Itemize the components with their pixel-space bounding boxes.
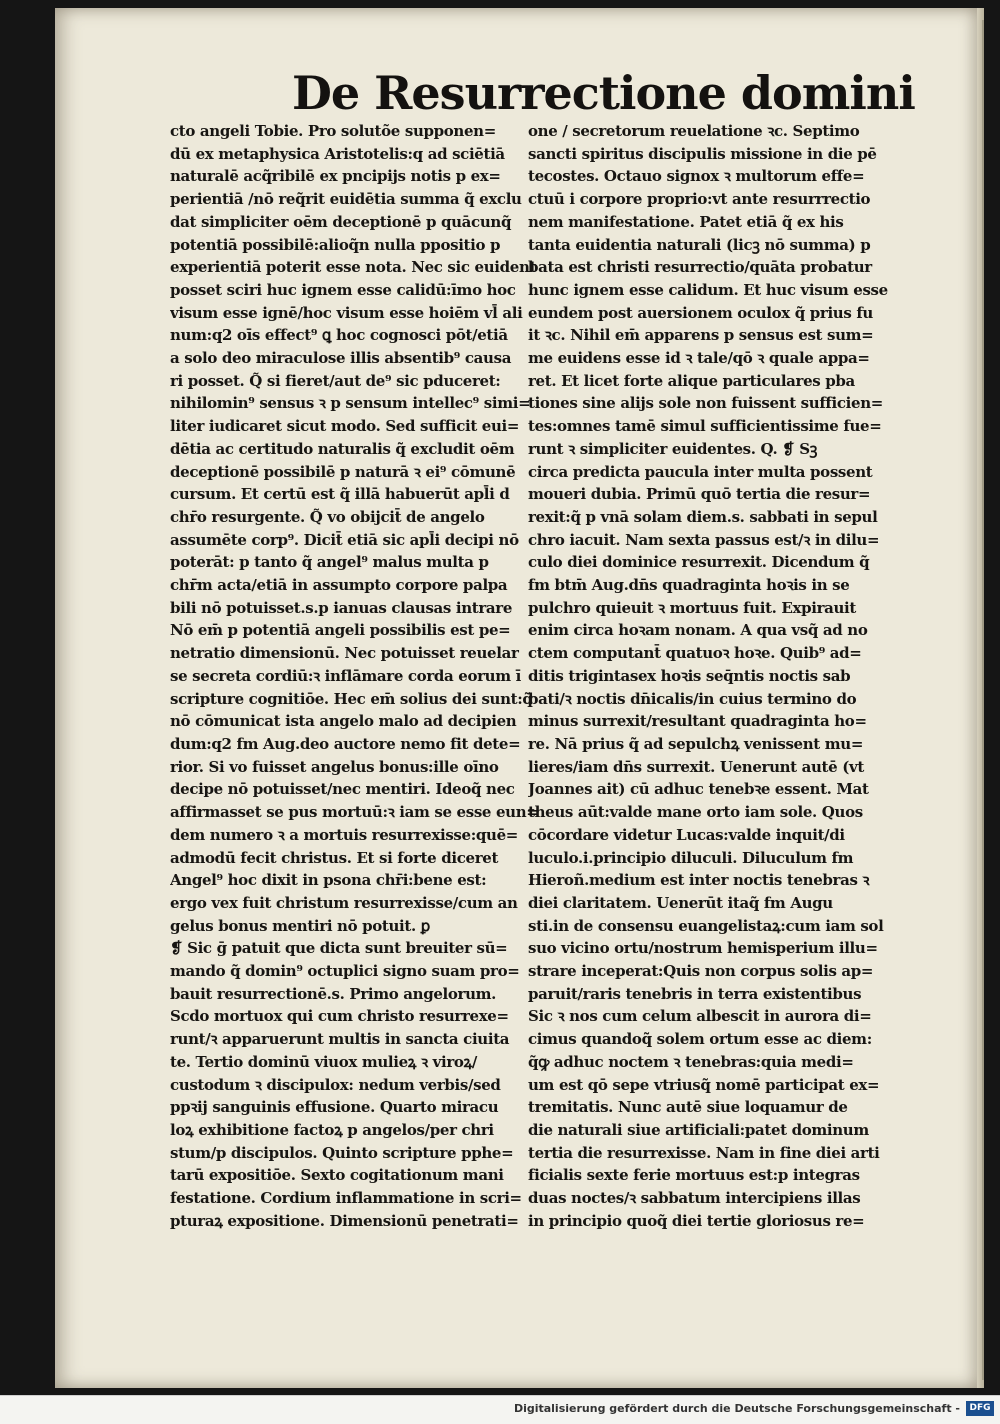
text-line: tes:omnes tamē simul sufficientissime fue= [528,417,882,436]
text-line: tremitatis. Nunc autē siue loquamur de [528,1098,848,1117]
text-line: dētia ac certitudo naturalis q̃ excludit oēm [170,439,515,458]
text-line: dum:q2 fm Aug.deo auctore nemo fit dete= [170,734,521,753]
page-heading: De Resurrectione domini [292,66,915,120]
text-line: tertia die resurrexisse. Nam in fine diei arti [528,1143,880,1162]
text-line: tecostes. Octauo signox ꝛ multorum effe= [528,167,865,186]
text-line: netratio dimensionū. Nec potuisset reuelar [170,644,519,663]
page-margin-rule [982,20,984,1380]
text-line: die naturali siue artificiali:patet dominum [528,1120,869,1139]
text-line: one / secretorum reuelatione ꝛc. Septimo [528,122,860,140]
text-line: it ꝛc. Nihil em̄ apparens p sensus est sum= [528,326,874,345]
text-line: q̃ꝙ adhuc noctem ꝛ tenebras:quia medi= [528,1052,854,1071]
text-line: theus aūt:valde mane orto iam sole. Quos [528,803,863,822]
text-line: fm btm̄ Aug.dn̄s quadraginta hoꝛis in se [528,576,850,595]
text-line: pulchro quieuit ꝛ mortuus fuit. Expirauit [528,598,856,617]
text-line: nō cōmunicat ista angelo malo ad decipien [170,712,517,731]
text-line: runt/ꝛ apparuerunt multis in sancta ciuita [170,1030,510,1049]
text-line: poterāt: p tanto q̃ angel⁹ malus multa p [170,553,489,572]
text-line: ficialis sexte ferie mortuus est:p integras [528,1166,860,1185]
text-line: gelus bonus mentiri nō potuit. ꝑ [170,916,430,935]
text-line: Sic ꝛ nos cum celum albescit in aurora di= [528,1007,872,1026]
text-line: custodum ꝛ discipulox: nedum verbis/sed [170,1075,501,1094]
text-line: admodū fecit christus. Et si forte diceret [170,848,499,867]
text-line: cto angeli Tobie. Pro solutõe supponen= [170,122,496,140]
right-text-column [528,120,898,1232]
left-text-column [170,120,540,1232]
text-line: cursum. Et certū est q̃ illā habuerūt apl̄i d [170,485,510,504]
text-line: loꝝ exhibitione factoꝝ p angelos/per chri [170,1120,494,1139]
text-line: re. Nā prius q̃ ad sepulchꝝ venissent mu= [528,734,864,753]
text-line: festatione. Cordium inflammatione in scri= [170,1189,522,1208]
text-line: hunc ignem esse calidum. Et huc visum esse [528,280,888,299]
text-line: chr̄o resurgente. Q̃ vo obijcit̄ de angelo [170,507,485,526]
text-line: ergo vex fuit christum resurrexisse/cum an [170,893,518,912]
text-line: Joannes ait) cū adhuc tenebꝛe essent. Mat [528,780,869,799]
text-line: ❡ Sic ḡ patuit que dicta sunt breuiter sū= [170,939,508,958]
text-line: chr̄m acta/etiā in assumpto corpore palpa [170,576,508,595]
dfg-logo-icon: DFG [966,1401,994,1416]
text-line: ditis trigintasex hoꝛis seq̄ntis noctis sab [528,666,851,685]
text-line: sancti spiritus discipulis missione in die pē [528,144,877,163]
text-line: tiones sine alijs sole non fuissent sufficien= [528,394,883,413]
text-line: bati/ꝛ noctis dn̄icalis/in cuius termino do [528,689,857,708]
text-line: Nō em̄ p potentiā angeli possibilis est pe= [170,621,511,640]
text-line: bili nō potuisset.s.p ianuas clausas intrare [170,598,513,617]
text-line: a solo deo miraculose illis absentib⁹ causa [170,349,512,368]
text-line: sti.in de consensu euangelistaꝝ:cum iam sol [528,916,884,935]
text-line: suo vicino ortu/nostrum hemisperium illu= [528,939,878,958]
text-line: nem manifestatione. Patet etiā q̃ ex his [528,212,844,231]
text-line: moueri dubia. Primū quō tertia die resur= [528,485,871,504]
text-line: liter iudicaret sicut modo. Sed sufficit eui= [170,417,520,436]
text-line: pturaꝝ expositione. Dimensionū penetrati= [170,1211,519,1230]
text-line: me euidens esse id ꝛ tale/qō ꝛ quale appa= [528,349,870,368]
text-line: circa predicta paucula inter multa possent [528,462,873,481]
text-line: te. Tertio dominū viuox mulieꝝ ꝛ viroꝝ/ [170,1052,478,1071]
text-line: lieres/iam dn̄s surrexit. Uenerunt autē (vt [528,757,864,776]
text-line: tanta euidentia naturali (licꝫ nō summa) p [528,235,871,254]
text-line: luculo.i.principio diluculi. Diluculum fm [528,848,854,867]
text-line: bata est christi resurrectio/quāta probatur [528,258,872,277]
text-line: decipe nō potuisset/nec mentiri. Ideoq̃ nec [170,780,515,799]
text-line: dat simpliciter oēm deceptionē p quācunq̃ [170,212,512,231]
text-line: ret. Et licet forte alique particulares pba [528,371,855,390]
text-line: mando q̃ domin⁹ octuplici signo suam pro= [170,962,520,981]
text-line: tarū expositiōe. Sexto cogitationum mani [170,1166,504,1185]
text-line: rexit:q̃ p vnā solam diem.s. sabbati in sepul [528,507,878,526]
text-line: experientiā poterit esse nota. Nec sic euident [170,258,537,277]
text-line: diei claritatem. Uenerūt itaq̃ fm Augu [528,893,833,912]
text-line: posset sciri huc ignem esse calidū:īmo hoc [170,280,516,299]
text-line: strare inceperat:Quis non corpus solis ap= [528,962,874,981]
text-line: ctem computant̄ quatuoꝛ hoꝛe. Quib⁹ ad= [528,644,862,663]
text-line: stum/p discipulos. Quinto scripture pphe= [170,1143,514,1162]
text-line: rior. Si vo fuisset angelus bonus:ille oīno [170,757,499,776]
text-line: perientiā /nō req̃rit euidētia summa q̃ exclu [170,190,522,209]
text-line: enim circa hoꝛam nonam. A qua vsq̃ ad no [528,621,868,640]
text-line: Scdo mortuox qui cum christo resurrexe= [170,1007,509,1026]
text-line: in principio quoq̃ diei tertie gloriosus re= [528,1211,865,1230]
text-line: num:q2 oīs effect⁹ ꝗ hoc cognosci pōt/etiā [170,326,508,345]
text-line: um est qō sepe vtriusq̃ nomē participat ex= [528,1075,880,1094]
text-line: visum esse ignē/hoc visum esse hoiēm vl̄ ali [170,303,523,322]
text-line: Angel⁹ hoc dixit in psona chr̄i:bene est: [170,871,487,890]
text-line: bauit resurrectionē.s. Primo angelorum. [170,984,497,1003]
text-line: scripture cognitiōe. Hec em̄ solius dei sunt:q̃ [170,689,533,708]
text-line: dem numero ꝛ a mortuis resurrexisse:quē= [170,825,518,844]
text-line: se secreta cordiū:ꝛ inflāmare corda eorum ī [170,666,521,685]
text-line: duas noctes/ꝛ sabbatum intercipiens illas [528,1189,861,1208]
digitization-credit: Digitalisierung gefördert durch die Deutsche Forschungsgemeinschaft - [513,1402,960,1415]
text-line: naturalē acq̃ribilē ex pncipijs notis p ex= [170,167,501,186]
text-line: paruit/raris tenebris in terra existentibus [528,984,862,1003]
text-line: potentiā possibilē:alioq̃n nulla ppositio p [170,235,501,254]
text-line: cōcordare videtur Lucas:valde inquit/di [528,825,845,844]
text-line: cimus quandoq̃ solem ortum esse ac diem: [528,1030,872,1049]
text-line: chro iacuit. Nam sexta passus est/ꝛ in dilu= [528,530,880,549]
text-line: assumēte corp⁹. Dicit̄ etiā sic apl̄i decipi nō [170,530,519,549]
text-line: eundem post auersionem oculox q̃ prius fu [528,303,873,322]
text-line: minus surrexit/resultant quadraginta ho= [528,712,867,731]
text-line: runt ꝛ simpliciter euidentes. Q. ❡ Sꝫ [528,439,818,458]
text-line: nihilomin⁹ sensus ꝛ p sensum intellec⁹ simi= [170,394,531,413]
text-line: ppꝛij sanguinis effusione. Quarto miracu [170,1098,499,1117]
text-line: deceptionē possibilē p naturā ꝛ ei⁹ cōmunē [170,462,516,481]
text-line: Hieroñ.medium est inter noctis tenebras ꝛ [528,871,870,890]
text-line: culo diei dominice resurrexit. Dicendum q̃ [528,553,870,572]
text-line: affirmasset se pus mortuū:ꝛ iam se esse eun= [170,803,539,822]
footer-bar [0,1395,1000,1424]
text-line: ctuū i corpore proprio:vt ante resurrrectio [528,190,871,209]
text-line: dū ex metaphysica Aristotelis:q ad sciētiā [170,144,505,163]
text-line: ri posset. Q̃ si fieret/aut de⁹ sic pduceret: [170,371,501,390]
